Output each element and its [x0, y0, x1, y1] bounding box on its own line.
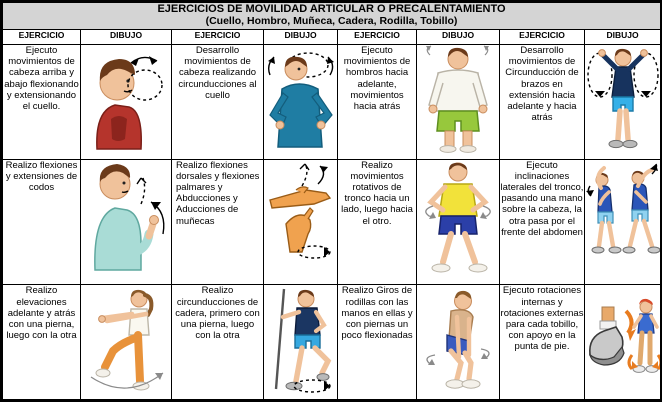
page-subtitle: (Cuello, Hombro, Muñeca, Cadera, Rodilla, Tobillo) [205, 14, 458, 27]
exercise-cell: Realizo elevaciones adelante y atrás con una pierna, luego con la otra [2, 285, 81, 401]
hip-circumduction-illustration [266, 285, 336, 395]
drawing-cell [585, 285, 662, 401]
column-header-row [2, 30, 662, 45]
exercise-cell: Desarrollo movimientos de cabeza realizando circunducciones al cuello [172, 45, 264, 160]
drawing-cell [417, 159, 500, 285]
drawing-cell [585, 159, 662, 285]
exercise-cell: Realizo circunducciones de cadera, primero con una pierna, luego con la otra [172, 285, 264, 401]
arm-circumduction-illustration [587, 45, 659, 151]
knee-circles-illustration [419, 285, 497, 395]
head-up-down-flexion-illustration [83, 45, 169, 153]
exercise-cell: Realizo Giros de rodillas con las manos en ellas y con piernas un poco flexionadas [338, 285, 417, 401]
table-row [2, 45, 662, 160]
exercise-cell: Realizo flexiones dorsales y flexiones palmares y Abducciones y Aducciones de muñecas [172, 159, 264, 285]
col-header-ejercicio-2: EJERCICIO [172, 30, 264, 45]
leg-front-back-swing-illustration [83, 285, 169, 395]
exercise-cell: Ejecuto movimientos de cabeza arriba y abajo flexionando y extensionando el cuello. [2, 45, 81, 160]
drawing-cell [81, 285, 172, 401]
drawing-cell [264, 285, 338, 401]
drawing-cell [264, 45, 338, 160]
exercise-cell: Ejecuto rotaciones internas y rotaciones externas para cada tobillo, con apoyo en la punta de pie. [500, 285, 585, 401]
page-title: EJERCICIOS DE MOVILIDAD ARTICULAR O PRECALENTAMIENTO [157, 3, 506, 15]
exercise-cell: Desarrollo movimientos de Circunducción de brazos en extensión hacia adelante y hacia atrás [500, 45, 585, 160]
drawing-cell [81, 159, 172, 285]
table-row [2, 285, 662, 401]
drawing-cell [81, 45, 172, 160]
ankle-rotation-illustration [586, 285, 660, 395]
exercise-cell: Ejecuto movimientos de hombros hacia adelante, movimientos hacia atrás [338, 45, 417, 160]
trunk-lateral-inclination-illustration [586, 160, 660, 278]
table-row [2, 159, 662, 285]
drawing-cell [585, 45, 662, 160]
shoulder-forward-backward-illustration [421, 45, 495, 153]
drawing-cell [417, 285, 500, 401]
wrist-flexion-abduction-illustration [266, 160, 336, 272]
exercise-cell: Realizo flexiones y extensiones de codos [2, 159, 81, 285]
exercise-cell: Realizo movimientos rotativos de tronco hacia un lado, luego hacia el otro. [338, 159, 417, 285]
col-header-ejercicio-4: EJERCICIO [500, 30, 585, 45]
col-header-dibujo-2: DIBUJO [264, 30, 338, 45]
exercise-cell: Ejecuto inclinaciones laterales del tronco, pasando una mano sobre la cabeza, la otra pasa por el frente del abdomen [500, 159, 585, 285]
table-title-band [2, 2, 662, 30]
neck-circumduction-illustration [266, 45, 336, 151]
drawing-cell [264, 159, 338, 285]
trunk-rotation-illustration [419, 160, 497, 278]
col-header-dibujo-4: DIBUJO [585, 30, 662, 45]
drawing-cell [417, 45, 500, 160]
elbow-flexion-extension-illustration [83, 160, 169, 276]
col-header-dibujo-1: DIBUJO [81, 30, 172, 45]
col-header-ejercicio-1: EJERCICIO [2, 30, 81, 45]
col-header-ejercicio-3: EJERCICIO [338, 30, 417, 45]
col-header-dibujo-3: DIBUJO [417, 30, 500, 45]
